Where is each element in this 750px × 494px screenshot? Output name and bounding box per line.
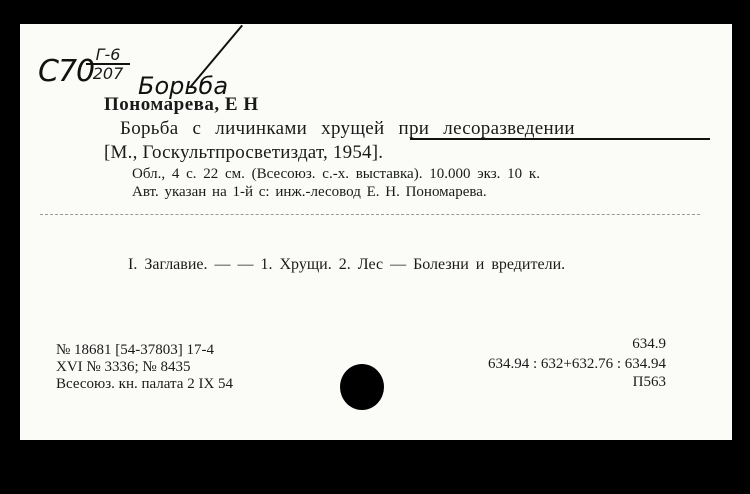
author-heading: Пономарева, Е Н [104,94,259,115]
collation-line: Обл., 4 с. 22 см. (Всесоюз. с.-х. выставка). 10.000 экз. 10 к. [132,166,540,182]
classification-line-2: 634.94 : 632+632.76 : 634.94 [487,356,666,372]
call-number: C70 [38,54,95,89]
registration-line-2: XVI № 3336; № 8435 [56,359,191,375]
catalog-card [20,24,732,440]
author-note: Авт. указан на 1-й с: инж.-лесовод Е. Н. Пономарева. [132,184,487,200]
classification-line-3: П563 [632,374,666,390]
classification-line-1: 634.9 [632,336,666,352]
subject-tracings: I. Заглавие. — — 1. Хрущи. 2. Лес — Болезни и вредители. [128,256,566,273]
publication-statement: [М., Госкультпросветиздат, 1954]. [104,142,384,163]
handwritten-title: Борьба [138,72,229,100]
divider-dots [40,214,700,215]
registration-line-1: № 18681 [54-37803] 17-4 [56,342,215,358]
underline-stroke [410,138,710,140]
title-statement: Борьба с личинками хрущей при лесоразведении [120,118,575,139]
call-fraction [86,46,130,82]
call-fraction-bottom: 207 [92,64,124,83]
call-fraction-top: Г-6 [86,46,130,65]
registration-line-3: Всесоюз. кн. палата 2 IX 54 [56,376,234,392]
card-punch-hole [340,364,384,410]
